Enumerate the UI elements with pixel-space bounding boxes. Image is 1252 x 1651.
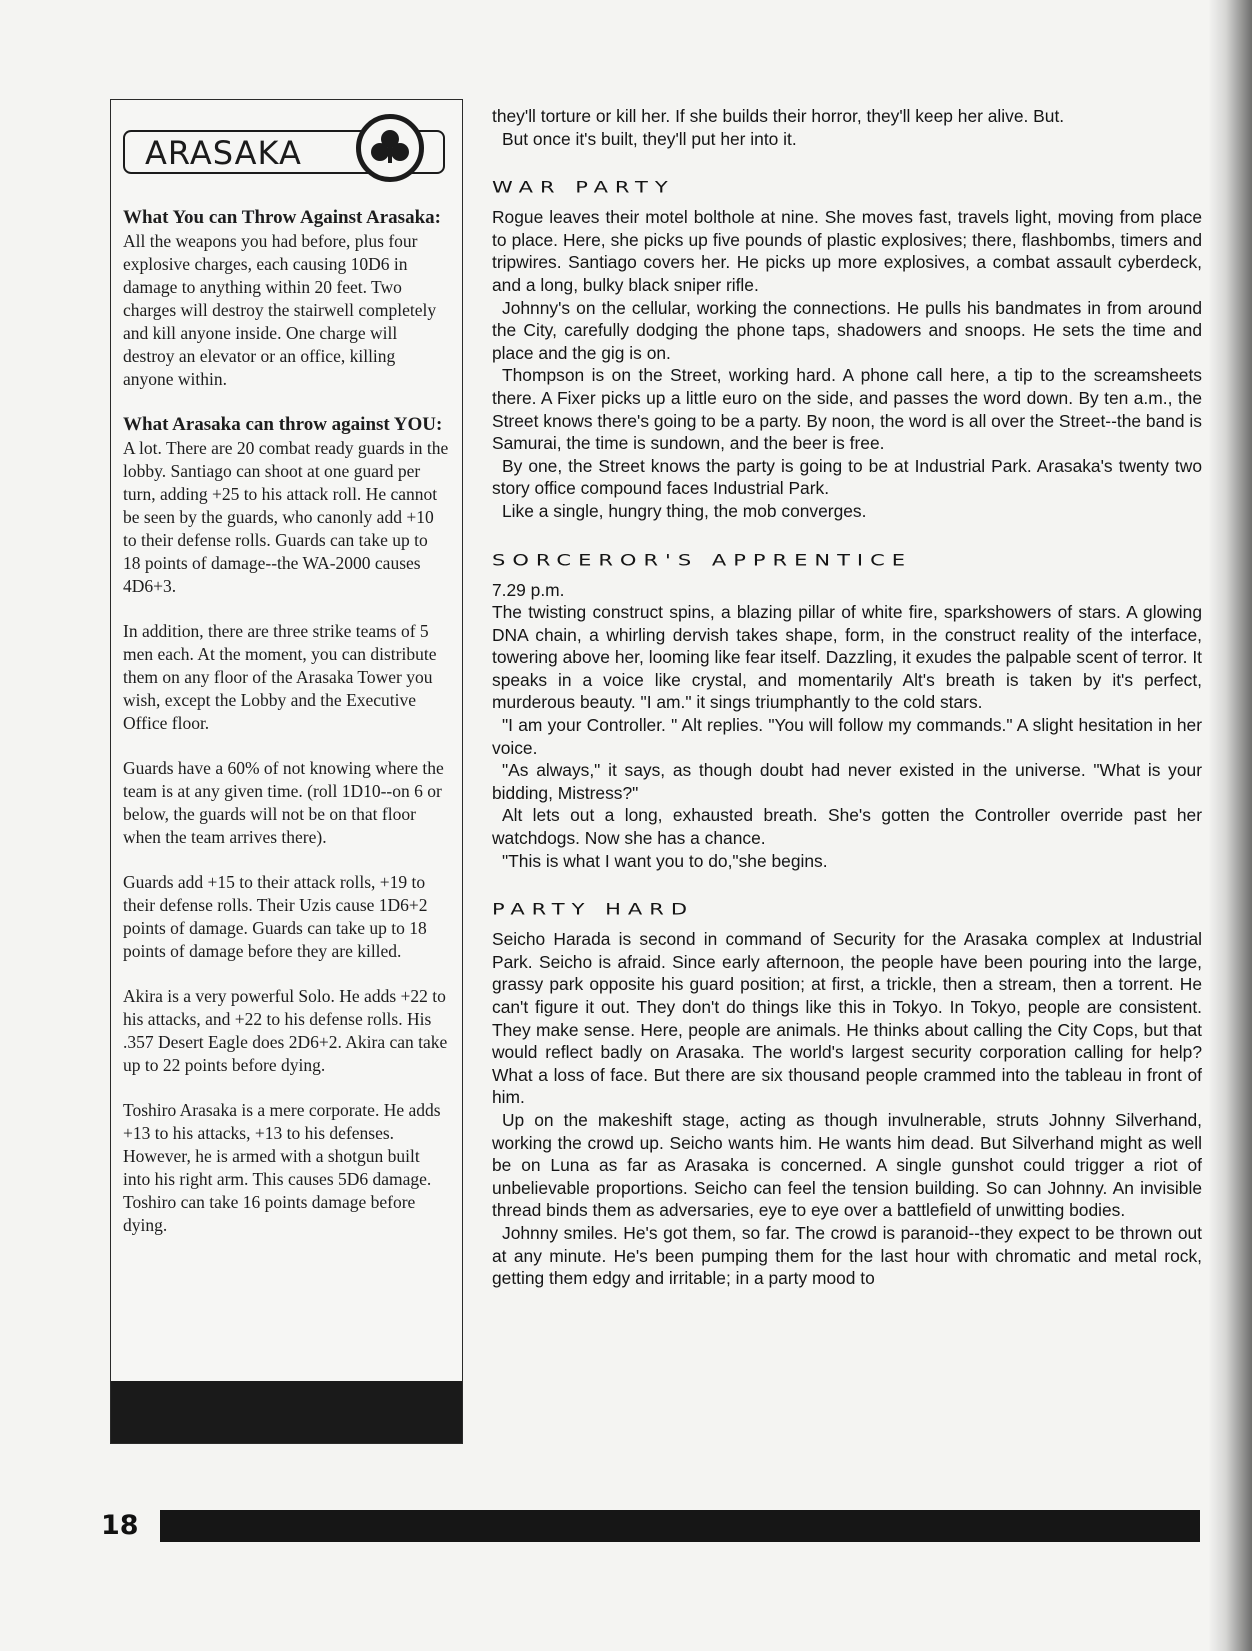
sidebar-content [123,206,449,1259]
paragraph: By one, the Street knows the party is going to be at Industrial Park. Arasaka's twenty two story office compound faces Industrial Park. [492,455,1202,499]
sidebar-section [123,413,449,598]
paragraph: "As always," it says, as though doubt had never existed in the universe. "What is your bidding, Mistress?" [492,760,1202,803]
page-number: 18 [101,1510,139,1541]
paragraph: Seicho Harada is second in command of Security for the Arasaka complex at Industrial Park. Seicho is afraid. Since early afternoon, the people have been pouring into the large, grassy park opposite his guard position; at first, a trickle, then a stream, then a torrent. He can't figure it out. They don't do things like this in Tokyo. In Tokyo, people are consistent. They make sense. Here, people are animals. He thinks about calling the City Cops, but that would reflect badly on Arasaka. The world's largest security corporation calling for help? What a loss of face. But there are six thousand people crammed into the tableau in front of him. [492,929,1202,1108]
section-heading: What You can Throw Against Arasaka: [123,207,441,228]
sidebar-footer-bar [111,1381,462,1443]
logo-text: ARASAKA [145,134,302,172]
section-body: All the weapons you had before, plus four explosive charges, each causing 10D6 in damage to anything within 20 feet. Two charges will destroy the stairwell completely and kill anyone inside. One charge will destroy an elevator or an office, killing anyone within. [123,231,437,389]
section-title-party-hard: PARTY HARD [492,899,694,919]
section-body: A lot. There are 20 combat ready guards in the lobby. Santiago can shoot at one guard per turn, adding +25 to his attack roll. He cannot be seen by the guards, who canonly add +10 to their defense rolls. Guards can take up to 18 points of damage--the WA-2000 causes 4D6+3. [123,438,449,596]
paragraph: Alt lets out a long, exhausted breath. She's gotten the Controller override past her watchdogs. Now she has a chance. [492,805,1202,849]
sidebar-paragraph: In addition, there are three strike teams of 5 men each. At the moment, you can distribute them on any floor of the Arasaka Tower you wish, except the Lobby and the Executive Office floor. [123,621,437,733]
paragraph: Thompson is on the Street, working hard. A phone call here, a tip to the screamsheets there. A Fixer picks up a little euro on the side, and passes the word down. By ten a.m., the Street knows there's going to be a party. By noon, the word is all over the Street--the band is Samurai, the time is sundown, and the beer is free. [492,365,1202,454]
sidebar-paragraph: Akira is a very powerful Solo. He adds +22 to his attacks, and +22 to his defense rolls. His .357 Desert Eagle does 2D6+2. Akira can take up to 22 points before dying. [123,986,448,1075]
sidebar-paragraph: Toshiro Arasaka is a mere corporate. He adds +13 to his attacks, +13 to his defenses. However, he is armed with a shotgun built into his right arm. This causes 5D6 damage. Toshiro can take 16 points damage before dying. [123,1100,441,1235]
page-edge-shadow [1208,0,1252,1651]
paragraph: Johnny smiles. He's got them, so far. The crowd is paranoid--they expect to be thrown out at any minute. He's been pumping them for the last hour with chromatic and metal rock, getting them edgy and irritable; in a party mood to [492,1222,1202,1289]
paragraph: Johnny's on the cellular, working the connections. He pulls his bandmates in from around the City, carefully dodging the phone taps, shadowers and snoops. He sets the time and place and the gig is on. [492,297,1202,363]
sidebar-paragraph: Guards add +15 to their attack rolls, +19 to their defense rolls. Their Uzis cause 1D6+2 points of damage. Guards can take up to 18 points of damage before they are killed. [123,872,428,961]
intro-line: they'll torture or kill her. If she builds their horror, they'll keep her alive. But. [492,106,1065,126]
intro-line: But once it's built, they'll put her into it. [502,128,797,149]
paragraph: "This is what I want you to do,"she begins. [502,850,828,871]
sidebar-section [123,206,449,391]
main-column [492,105,1202,1290]
section-heading: What Arasaka can throw against YOU: [123,414,443,435]
paragraph: Up on the makeshift stage, acting as though invulnerable, struts Johnny Silverhand, working the crowd up. Seicho wants him. He wants him dead. But Silverhand might as well be on Luna as far as Arasaka is concerned. A single gunshot could trigger a riot of unbelievable proportions. Seicho can feel the tension building. So can Johnny. An invisible thread binds them as adversaries, eye to eye over a battlefield of unwitting bodies. [492,1109,1202,1221]
paragraph: Like a single, hungry thing, the mob converges. [502,500,867,521]
sidebar-box [110,99,463,1444]
footer-bar [160,1510,1200,1542]
arasaka-logo [123,108,453,188]
paragraph: 7.29 p.m. [492,579,565,600]
section-title-sorcerors-apprentice: SORCEROR'S APPRENTICE [492,550,913,569]
logo-emblem-icon [356,114,424,182]
paragraph: The twisting construct spins, a blazing pillar of white fire, sparkshowers of stars. A glowing DNA chain, a whirling dervish takes shape, form, in the construct reality of the interface, towering above her, looming like fear itself. Dazzling, it exudes the palpable scent of terror. It speaks in a voice like crystal, and momentarily Alt's breath is taken by it's perfect, murderous beauty. "I am." it sings triumphantly to the cold stars. [492,602,1202,713]
section-title-war-party: WAR PARTY [492,177,675,197]
paragraph: Rogue leaves their motel bolthole at nine. She moves fast, travels light, moving from place to place. Here, she picks up five pounds of plastic explosives; there, flashbombs, timers and tripwires. Santiago covers her. He picks up more explosives, a combat assault cyberdeck, and a long, bulky black sniper rifle. [492,207,1202,295]
sidebar-paragraph: Guards have a 60% of not knowing where the team is at any given time. (roll 1D10--on 6 or below, the guards will not be on that floor when the team arrives there). [123,758,444,847]
paragraph: "I am your Controller. " Alt replies. "You will follow my commands." A slight hesitation in her voice. [492,715,1202,758]
